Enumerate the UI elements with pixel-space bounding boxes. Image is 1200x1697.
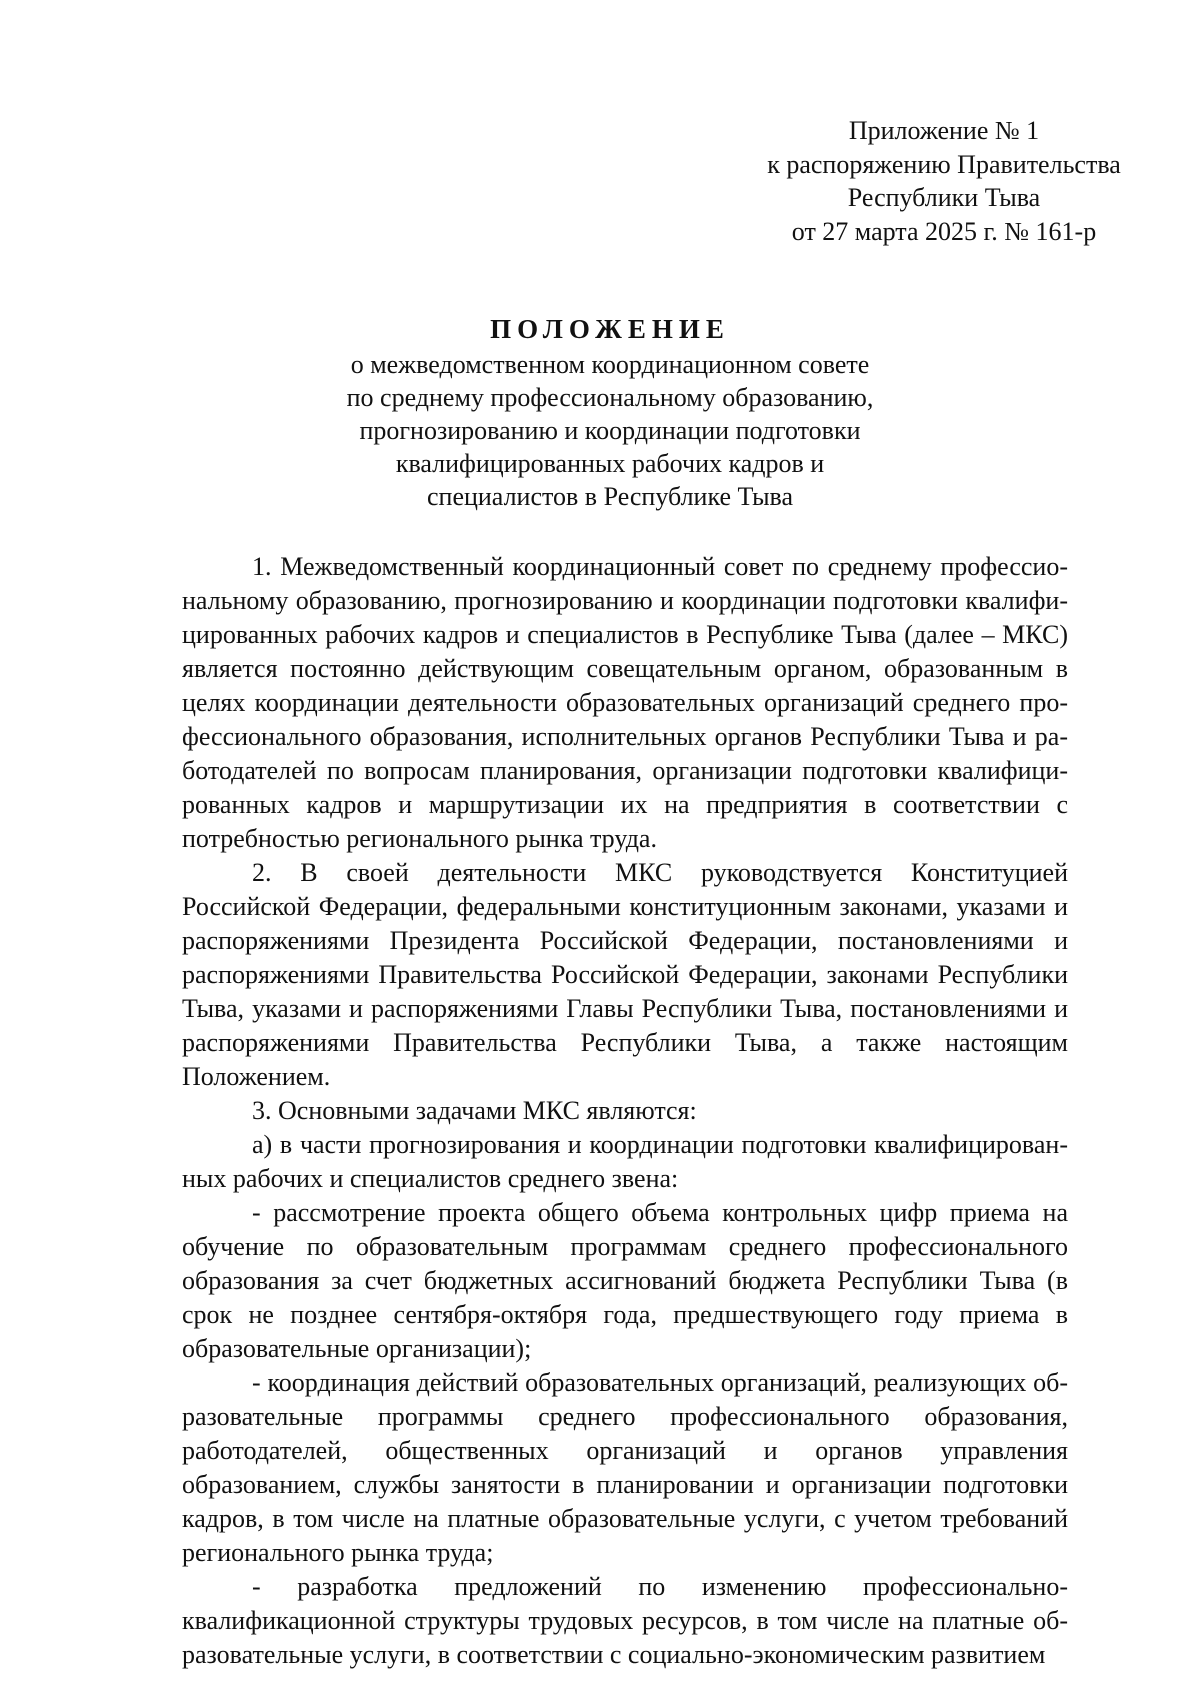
paragraph-2: 2. В своей деятельности МКС руководствуется Конституцией Российской Федерации, федеральными конституционным законами, указами и распоряжениями Президента Российской Федерации, постановлениями и распоряжениями Правительства Российской Федерации, законами Республики Тыва, указами и распоряжениями Главы Республики Тыва, постановлениями и распоряжениями Правительства Республики Тыва, а также настоящим Положением. [182, 858, 1068, 1091]
subtitle-line: прогнозированию и координации подготовки [359, 416, 861, 445]
appendix-header [752, 114, 1136, 248]
document-title: ПОЛОЖЕНИЕ [490, 314, 730, 344]
subtitle-line: специалистов в Республике Тыва [426, 482, 794, 511]
appendix-reference: к распоряжению Правительства [767, 149, 1121, 179]
subtitle-line: о межведомственном координационном совете [350, 350, 870, 379]
document-body [182, 550, 1068, 1672]
paragraph-1: 1. Межведомственный координационный совет по среднему профессиональному образованию, прогнозированию и координации подготовки квалифицированных рабочих кадров и специалистов в Республике Тыва (далее – МКС) является постоянно действующим совещательным органом, образованным в целях координации деятельности образовательных организаций среднего профессионального образования, исполнительных органов Республики Тыва и работодателей по вопросам планирования, организации подготовки квалифицированных кадров и маршрутизации их на предприятия в соответствии с потребностью регионального рынка труда. [182, 552, 1068, 853]
title-block [300, 312, 920, 513]
document-subtitle [300, 348, 920, 513]
paragraph-3a: а) в части прогнозирования и координации подготовки квалифицированных рабочих и специалистов среднего звена: [182, 1130, 1068, 1193]
bullet-item: - рассмотрение проекта общего объема контрольных цифр приема на обучение по образовательным программам среднего профессионального образования за счет бюджетных ассигнований бюджета Республики Тыва (в срок не позднее сентября-октября года, предшествующего году приема в образовательные организации); [182, 1198, 1068, 1363]
bullet-item: - разработка предложений по изменению профессионально-квалификационной структуры трудовых ресурсов, в том числе на платные образовательные услуги, в соответствии с социально-экономическим развитием [182, 1572, 1068, 1669]
appendix-region: Республики Тыва [847, 183, 1041, 212]
appendix-number: Приложение № 1 [848, 116, 1040, 145]
bullet-item: - координация действий образовательных организаций, реализующих образовательные программы среднего профессионального образования, работодателей, общественных организаций и органов управления образованием, службы занятости в планировании и организации подготовки кадров, в том числе на платные образовательные услуги, с учетом требований регионального рынка труда; [182, 1368, 1068, 1567]
subtitle-line: по среднему профессиональному образованию, [346, 383, 874, 412]
paragraph-3: 3. Основными задачами МКС являются: [252, 1096, 697, 1125]
subtitle-line: квалифицированных рабочих кадров и [395, 449, 825, 478]
appendix-date: от 27 марта 2025 г. № 161-р [791, 216, 1097, 246]
